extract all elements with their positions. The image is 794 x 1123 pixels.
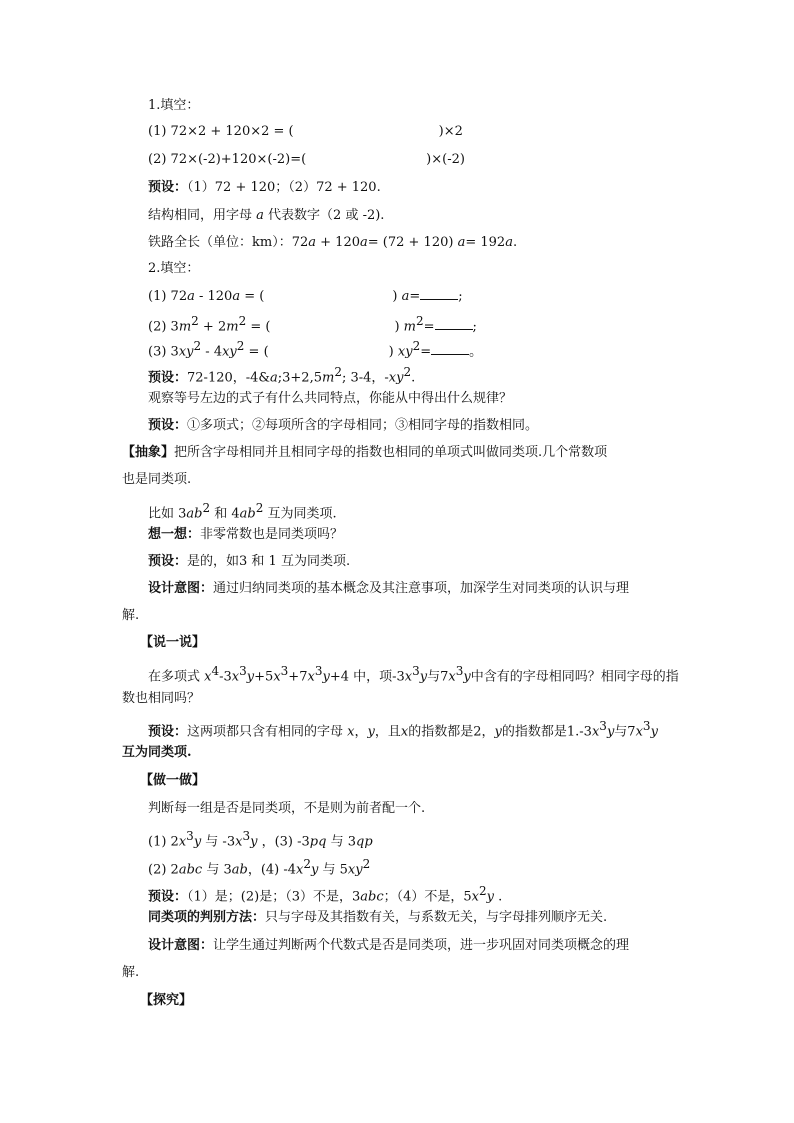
- polynomial-question: 在多项式 $x^4-3x^3y+5x^3+7x^3y+4$ 中，项$-3x^3y$与$7x^3y$中含有的字母相同吗？相同字母的指: [148, 664, 679, 685]
- exercise-2-2: (2) $3m^2 + 2m^2$ = ( ) $m^2=$ ;: [148, 314, 477, 335]
- section-2-heading: 2.填空：: [148, 261, 200, 276]
- answer-blank: [435, 317, 473, 330]
- abstract-paragraph-cont: 也是同类项.: [122, 472, 192, 487]
- answer-blank: [431, 342, 469, 355]
- abstract-paragraph: 【抽象】把所含字母相同并且相同字母的指数也相同的单项式叫做同类项.几个常数项: [122, 445, 608, 460]
- example-like-terms: 比如 $3ab^2$ 和 $4ab^2$ 互为同类项.: [148, 501, 337, 522]
- do-heading: 【做一做】: [140, 773, 206, 788]
- preset-answer-5-cont: 互为同类项.: [122, 745, 192, 760]
- structure-note: 结构相同，用字母 a 代表数字（2 或 -2).: [148, 208, 385, 223]
- preset-answer-1: 预设：（1）72 + 120；（2）72 + 120.: [148, 180, 381, 195]
- design-intent-1: 设计意图：通过归纳同类项的基本概念及其注意事项，加深学生对同类项的认识与理: [148, 581, 630, 596]
- preset-answer-3: 预设：①多项式；②每项所含的字母相同；③相同字母的指数相同。: [148, 418, 539, 433]
- design-intent-2: 设计意图：让学生通过判断两个代数式是否是同类项，进一步巩固对同类项概念的理: [148, 938, 630, 953]
- preset-answer-5: 预设：这两项都只含有相同的字母 x，y，且x的指数都是2，y的指数都是$1.-3x^3y$与$7x^3y$: [148, 719, 658, 740]
- design-intent-2-cont: 解.: [122, 965, 140, 980]
- explore-heading: 【探究】: [140, 993, 193, 1008]
- exercise-2-3: (3) $3xy^2 - 4xy^2$ = ( ) $xy^2=$ 。: [148, 339, 483, 360]
- preset-answer-4: 预设：是的，如3 和 1 互为同类项.: [148, 554, 351, 569]
- polynomial-question-cont: 数也相同吗？: [122, 691, 201, 706]
- exercise-1-2: (2) 72×(-2)+120×(-2)=( )×(-2): [148, 152, 465, 167]
- judge-items-2-4: (2) 2abc 与 3ab，(4) $-4x^2y$ 与 $5xy^2$: [148, 857, 371, 878]
- design-intent-1-cont: 解.: [122, 608, 140, 623]
- exercise-2-1: (1) 72a - 120a = ( ) a= ;: [148, 289, 463, 304]
- section-1-heading: 1.填空：: [148, 98, 200, 113]
- railway-length-line: 铁路全长（单位：km）：72a + 120a= (72 + 120) a= 192a.: [148, 235, 518, 250]
- exercise-1-1: (1) 72×2 + 120×2 = ( )×2: [148, 124, 463, 139]
- judgement-method: 同类项的判别方法：只与字母及其指数有关，与系数无关，与字母排列顺序无关.: [148, 910, 608, 925]
- preset-answer-6: 预设：（1）是；(2)是；（3）不是，3abc；（4）不是，$5x^2y$ .: [148, 884, 503, 905]
- answer-blank: [420, 287, 458, 300]
- think-question: 想一想：非零常数也是同类项吗？: [148, 527, 344, 542]
- observe-question: 观察等号左边的式子有什么共同特点，你能从中得出什么规律？: [148, 391, 513, 406]
- judge-items-1-3: (1) $2x^3y$ 与 $-3x^3y$ ，(3) -3pq 与 3qp: [148, 829, 373, 850]
- judge-instruction: 判断每一组是否是同类项，不是则为前者配一个.: [148, 801, 426, 816]
- say-heading: 【说一说】: [140, 635, 206, 650]
- preset-answer-2: 预设：72-120，$-4\&a;3+2,5m^2$; 3-4，$-xy^2$.: [148, 365, 416, 386]
